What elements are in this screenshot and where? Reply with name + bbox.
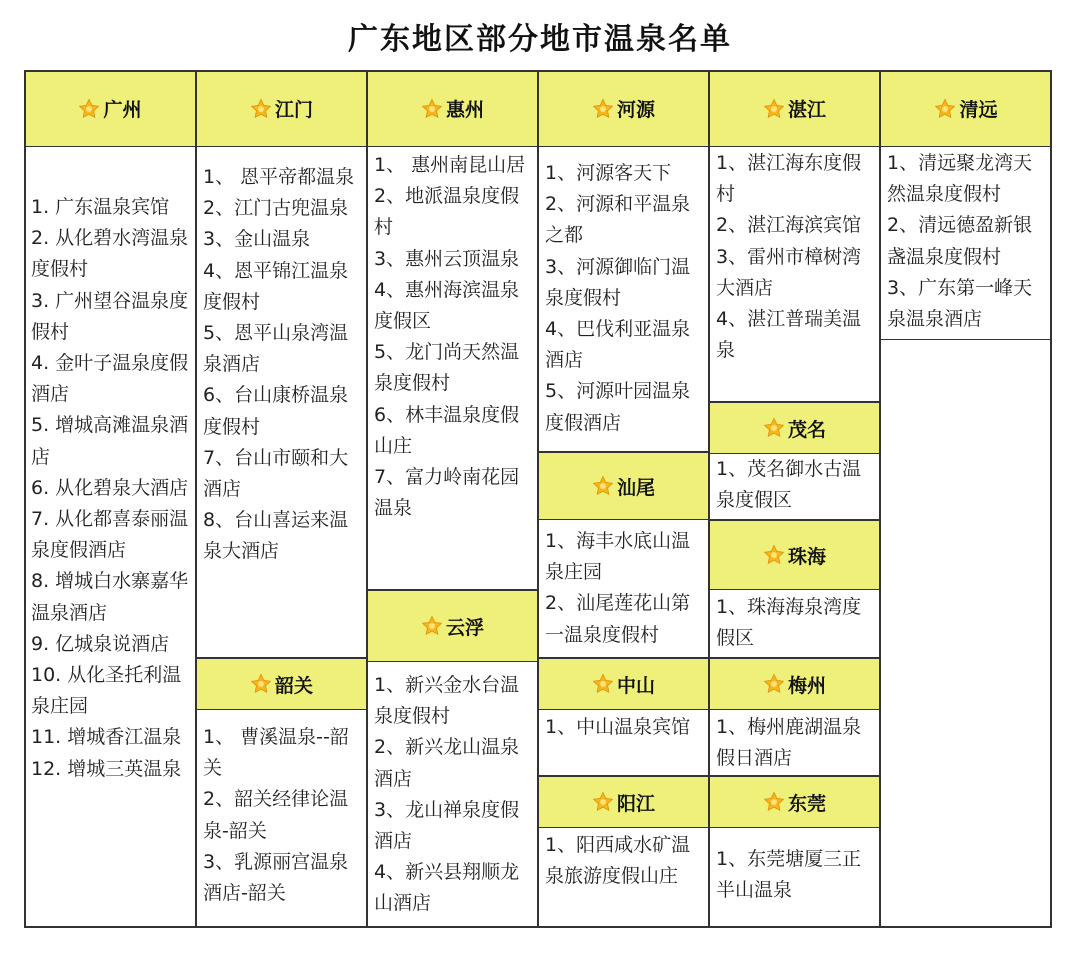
region-name: 中山 — [616, 674, 655, 697]
hot-spring-list — [367, 670, 538, 920]
cell-divider — [880, 339, 1052, 340]
star-icon — [763, 417, 785, 439]
star-icon — [934, 98, 956, 120]
list-item: 7、台山市颐和大酒店 — [203, 446, 349, 501]
list-item: 3、河源御临门温泉度假村 — [545, 255, 691, 309]
list-item: 3、广东第一峰天泉温泉酒店 — [887, 276, 1033, 331]
list-item: 5. 增城高滩温泉酒店 — [31, 414, 189, 468]
list-item: 1. 广东温泉宾馆 — [31, 196, 170, 218]
star-icon — [421, 615, 443, 637]
list-item: 3、乳源丽宫温泉酒店-韶关 — [203, 850, 349, 905]
list-item: 1、河源客天下 — [545, 162, 672, 184]
list-item: 3、龙山禅泉度假酒店 — [374, 798, 520, 853]
star-icon — [250, 98, 272, 120]
region-header-heyuan — [538, 70, 709, 147]
list-item: 2、江门古兜温泉 — [203, 197, 349, 220]
region-header-huizhou — [367, 70, 538, 147]
hot-spring-list — [196, 162, 367, 568]
region-name: 东莞 — [787, 792, 826, 815]
list-item: 1、海丰水底山温泉庄园 — [545, 530, 691, 584]
star-icon — [592, 673, 614, 695]
region-header-yunfu — [367, 590, 538, 662]
star-icon — [763, 544, 785, 566]
hot-spring-list — [709, 712, 880, 774]
list-item: 1、新兴金水台温泉度假村 — [374, 674, 520, 728]
region-name: 阳江 — [616, 792, 655, 815]
star-icon — [763, 673, 785, 695]
cell-divider — [538, 927, 709, 928]
list-item: 1、 曹溪温泉--韶关 — [203, 726, 349, 780]
region-name: 清远 — [959, 99, 998, 121]
list-item: 4. 金叶子温泉度假酒店 — [31, 352, 189, 406]
region-name: 茂名 — [787, 418, 826, 441]
list-item: 1、茂名御水古温泉度假区 — [716, 458, 862, 512]
region-header-zhanjiang — [709, 70, 880, 147]
star-icon — [763, 791, 785, 813]
list-item: 5、龙门尚天然温泉度假村 — [374, 341, 520, 395]
region-header-shanwei — [538, 452, 709, 520]
star-icon — [592, 475, 614, 497]
list-item: 1、 惠州南昆山居 — [374, 154, 526, 176]
list-item: 2. 从化碧水湾温泉度假村 — [31, 227, 189, 281]
list-item: 2、清远德盈新银盏温泉度假村 — [887, 214, 1033, 268]
list-item: 4、惠州海滨温泉度假区 — [374, 278, 520, 333]
hot-spring-list — [880, 148, 1052, 335]
list-item: 9. 亿城泉说酒店 — [31, 632, 170, 655]
hot-spring-list — [538, 712, 709, 743]
list-item: 6、台山康桥温泉度假村 — [203, 384, 349, 438]
hot-spring-list — [709, 454, 880, 516]
hot-spring-list — [709, 148, 880, 366]
region-header-qingyuan — [880, 70, 1052, 147]
list-item: 2、新兴龙山温泉酒店 — [374, 736, 520, 790]
list-item: 1、 恩平帝都温泉 — [203, 166, 355, 188]
region-header-zhuhai — [709, 520, 880, 590]
region-name: 汕尾 — [616, 476, 655, 499]
region-name: 珠海 — [787, 545, 826, 568]
list-item: 8. 增城白水寨嘉华温泉酒店 — [31, 570, 189, 624]
hot-spring-list — [196, 722, 367, 909]
cell-divider — [196, 927, 367, 928]
region-header-dongguan — [709, 776, 880, 828]
region-name: 广州 — [103, 99, 142, 121]
cell-divider — [367, 927, 538, 928]
star-icon — [78, 98, 100, 120]
region-name: 江门 — [274, 99, 313, 121]
list-item: 1、东莞塘厦三正半山温泉 — [716, 848, 862, 902]
region-header-meizhou — [709, 658, 880, 710]
region-header-yangjiang — [538, 776, 709, 828]
star-icon — [592, 791, 614, 813]
column-divider — [880, 340, 881, 928]
region-header-jiangmen — [196, 70, 367, 147]
list-item: 5、恩平山泉湾温泉酒店 — [203, 322, 349, 376]
list-item: 4、巴伐利亚温泉酒店 — [545, 318, 691, 372]
star-icon — [421, 98, 443, 120]
list-item: 1、阳西咸水矿温泉旅游度假山庄 — [545, 834, 691, 888]
star-icon — [592, 98, 614, 120]
region-header-maoming — [709, 402, 880, 454]
region-name: 惠州 — [445, 99, 484, 121]
list-item: 8、台山喜运来温泉大酒店 — [203, 509, 349, 563]
list-item: 5、河源叶园温泉度假酒店 — [545, 380, 691, 434]
list-item: 3、惠州云顶温泉 — [374, 247, 520, 270]
region-name: 湛江 — [787, 99, 826, 121]
list-item: 6. 从化碧泉大酒店 — [31, 476, 189, 499]
region-header-shaoguan — [196, 658, 367, 710]
hot-spring-table — [24, 70, 1052, 928]
page-title: 广东地区部分地市温泉名单 — [348, 22, 732, 57]
hot-spring-list — [538, 830, 709, 892]
hot-spring-list — [538, 158, 709, 439]
hot-spring-list — [538, 526, 709, 651]
region-header-zhongshan — [538, 658, 709, 710]
list-item: 1、珠海海泉湾度假区 — [716, 596, 862, 650]
list-item: 7. 从化都喜泰丽温泉度假酒店 — [31, 508, 189, 562]
region-name: 河源 — [616, 99, 655, 121]
cell-divider — [24, 927, 196, 928]
list-item: 10. 从化圣托利温泉庄园 — [31, 664, 182, 718]
hot-spring-list — [709, 844, 880, 906]
list-item: 2、汕尾莲花山第一温泉度假村 — [545, 592, 691, 646]
list-item: 1、清远聚龙湾天然温泉度假村 — [887, 152, 1033, 206]
list-item: 6、林丰温泉度假山庄 — [374, 403, 520, 457]
list-item: 2、地派温泉度假村 — [374, 185, 520, 239]
list-item: 3. 广州望谷温泉度假村 — [31, 289, 189, 343]
list-item: 11. 增城香江温泉 — [31, 726, 182, 749]
region-header-guangzhou — [24, 70, 196, 147]
list-item: 4、新兴县翔顺龙山酒店 — [374, 861, 520, 915]
list-item: 4、湛江普瑞美温泉 — [716, 308, 862, 362]
list-item: 2、河源和平温泉之都 — [545, 193, 691, 247]
list-item: 3、雷州市樟树湾大酒店 — [716, 245, 862, 299]
region-name: 韶关 — [274, 674, 313, 697]
list-item: 2、湛江海滨宾馆 — [716, 214, 862, 237]
star-icon — [763, 98, 785, 120]
hot-spring-list — [709, 592, 880, 654]
list-item: 1、湛江海东度假村 — [716, 152, 862, 206]
list-item: 4、恩平锦江温泉度假村 — [203, 259, 349, 313]
hot-spring-list — [24, 192, 196, 785]
list-item: 2、韶关经律论温泉-韶关 — [203, 788, 349, 842]
list-item: 1、中山温泉宾馆 — [545, 716, 691, 738]
star-icon — [250, 673, 272, 695]
list-item: 12. 增城三英温泉 — [31, 757, 182, 780]
region-name: 梅州 — [787, 674, 826, 697]
hot-spring-list — [367, 150, 538, 524]
list-item: 3、金山温泉 — [203, 228, 311, 251]
list-item: 1、梅州鹿湖温泉假日酒店 — [716, 716, 862, 770]
region-name: 云浮 — [445, 616, 484, 639]
cell-divider — [709, 927, 880, 928]
list-item: 7、富力岭南花园温泉 — [374, 466, 520, 520]
